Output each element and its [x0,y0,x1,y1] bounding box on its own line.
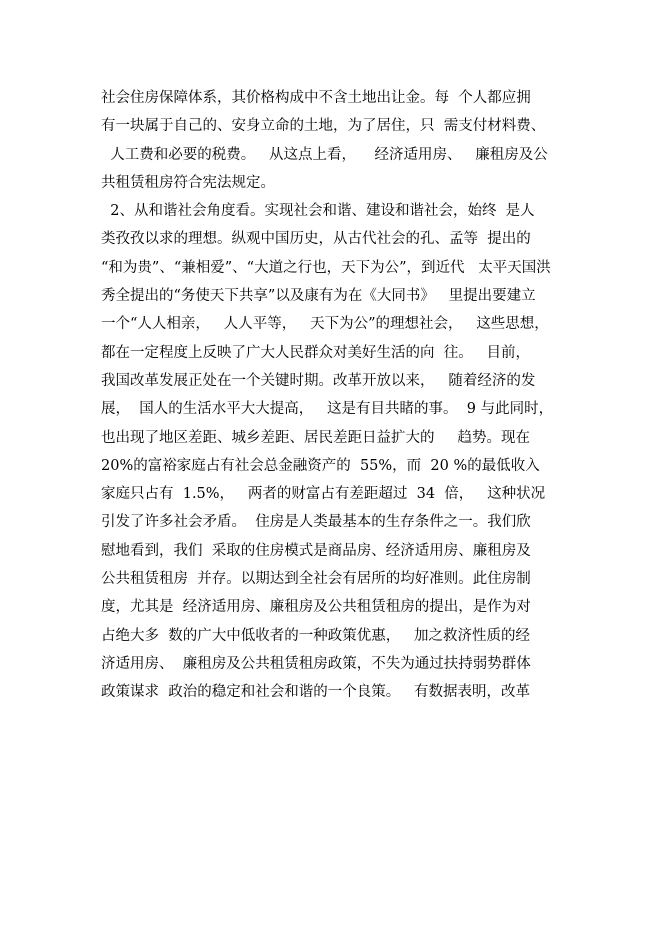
text-line: 占绝大多 数的广大中低收者的一种政策优惠， 加之救济性质的经 [101,627,531,644]
text-line: 家庭只占有 1.5%， 两者的财富占有差距超过 34 倍， 这种状况 [101,486,546,503]
text-line: 一个“人人相亲， 人人平等， 天下为公”的理想社会， 这些思想， [101,316,549,333]
text-line: 都在一定程度上反映了广大人民群众对美好生活的向 往。 目前， [101,344,531,361]
text-line: 我国改革发展正处在一个关键时期。改革开放以来， 随着经济的发 [101,372,536,389]
text-line: 有一块属于自己的、安身立命的土地，为了居住，只 需支付材料费、 [101,118,546,135]
text-line: 济适用房、 廉租房及公共租赁租房政策，不失为通过扶持弱势群体 [101,655,531,672]
text-line: 2、从和谐社会角度看。实现社会和谐、建设和谐社会，始终 是人 [101,203,535,220]
text-line: 展， 国人的生活水平大大提高， 这是有目共睹的事。 9 与此同时， [101,401,554,418]
text-line: 秀全提出的“务使天下共享”以及康有为在《大同书》 里提出要建立 [101,288,536,305]
text-line: “和为贵”、“兼相爱”、“大道之行也，天下为公”，到近代 太平天国洪 [101,259,551,276]
text-line: 度，尤其是 经济适用房、廉租房及公共租赁租房的提出，是作为对 [101,599,531,616]
text-line: 也出现了地区差距、城乡差距、居民差距日益扩大的 趋势。现在 [101,429,531,446]
text-line: 慰地看到，我们 采取的住房模式是商品房、经济适用房、廉租房及 [101,542,531,559]
text-line: 引发了许多社会矛盾。 住房是人类最基本的生存条件之一。我们欣 [101,514,531,531]
body-text [101,84,571,707]
text-line: 社会住房保障体系，其价格构成中不含土地出让金。每 个人都应拥 [101,90,531,106]
text-line: 人工费和必要的税费。 从这点上看， 经济适用房、 廉租房及公 [101,146,548,163]
text-line: 政策谋求 政治的稳定和社会和谐的一个良策。 有数据表明，改革 [101,684,531,701]
text-line: 类孜孜以求的理想。纵观中国历史，从古代社会的孔、孟等 提出的 [101,231,531,248]
text-line: 20%的富裕家庭占有社会总金融资产的 55%，而 20 %的最低收入 [101,457,540,474]
text-line: 公共租赁租房 并存。以期达到全社会有居所的均好准则。此住房制 [101,571,531,588]
text-line: 共租赁租房符合宪法规定。 [101,174,275,191]
